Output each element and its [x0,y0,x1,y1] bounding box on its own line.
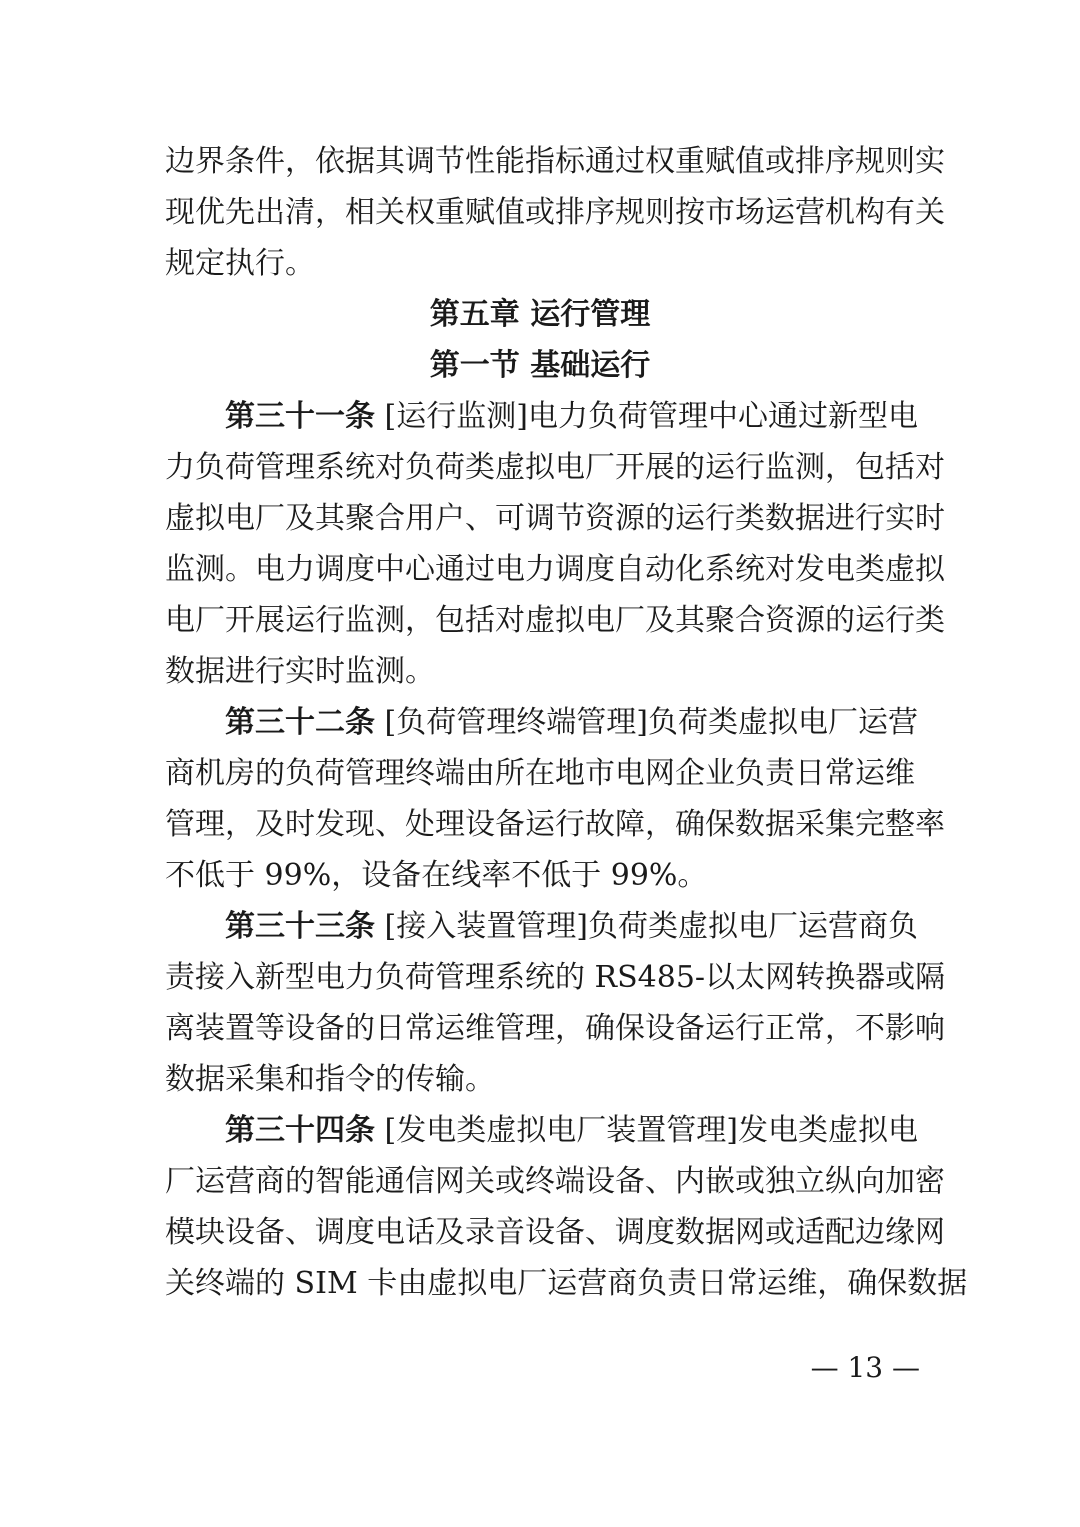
article-label: 第三十一条 [225,399,375,434]
body-text-line: 数据进行实时监测。 [165,654,435,689]
article-label: 第三十四条 [225,1113,375,1148]
article-text: [负荷管理终端管理]负荷类虚拟电厂运营 [375,705,918,740]
article-first-line [225,697,918,748]
article-text: [发电类虚拟电厂装置管理]发电类虚拟电 [375,1113,918,1148]
body-text-line: 不低于 99%，设备在线率不低于 99%。 [165,858,708,893]
body-text-line: 模块设备、调度电话及录音设备、调度数据网或适配边缘网 [165,1215,945,1250]
body-text-line: 关终端的 SIM 卡由虚拟电厂运营商负责日常运维，确保数据 [165,1266,968,1301]
body-text-line: 规定执行。 [165,246,315,281]
body-text-line: 电厂开展运行监测，包括对虚拟电厂及其聚合资源的运行类 [165,603,945,638]
article-first-line [225,1105,918,1156]
body-text-line: 边界条件，依据其调节性能指标通过权重赋值或排序规则实 [165,144,945,179]
article-first-line [225,391,918,442]
article-text: [接入装置管理]负荷类虚拟电厂运营商负 [375,909,918,944]
body-text-line: 监测。电力调度中心通过电力调度自动化系统对发电类虚拟 [165,552,945,587]
page-number: — 13 — [810,1351,920,1384]
body-text-line: 力负荷管理系统对负荷类虚拟电厂开展的运行监测，包括对 [165,450,945,485]
body-text-line: 虚拟电厂及其聚合用户、可调节资源的运行类数据进行实时 [165,501,945,536]
article-first-line [225,901,918,952]
body-text-line: 管理，及时发现、处理设备运行故障，确保数据采集完整率 [165,807,945,842]
article-label: 第三十三条 [225,909,375,944]
chapter-title: 第五章 运行管理 [429,297,651,332]
article-label: 第三十二条 [225,705,375,740]
body-text-line: 责接入新型电力负荷管理系统的 RS485-以太网转换器或隔 [165,960,946,995]
section-title: 第一节 基础运行 [429,348,651,383]
body-text-line: 商机房的负荷管理终端由所在地市电网企业负责日常运维 [165,756,915,791]
body-text-line: 离装置等设备的日常运维管理，确保设备运行正常，不影响 [165,1011,945,1046]
article-text: [运行监测]电力负荷管理中心通过新型电 [375,399,918,434]
body-text-line: 厂运营商的智能通信网关或终端设备、内嵌或独立纵向加密 [165,1164,945,1199]
body-text-line: 数据采集和指令的传输。 [165,1062,495,1097]
body-text-line: 现优先出清，相关权重赋值或排序规则按市场运营机构有关 [165,195,945,230]
